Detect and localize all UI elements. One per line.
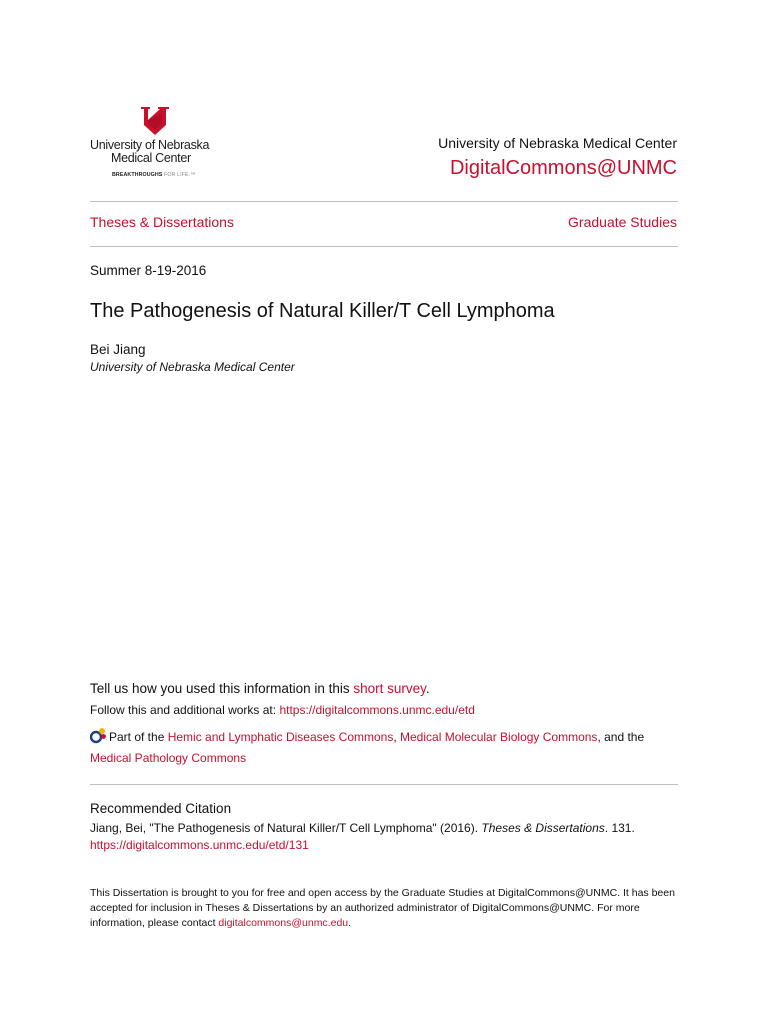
repository-link[interactable]: DigitalCommons@UNMC	[449, 157, 677, 179]
citation-body: Jiang, Bei, "The Pathogenesis of Natural Killer/T Cell Lymphoma" (2016).	[90, 821, 482, 835]
follow-prefix: Follow this and additional works at:	[90, 703, 280, 717]
divider	[90, 201, 678, 202]
logo-line-2: Medical Center	[111, 151, 191, 165]
survey-suffix: .	[425, 681, 430, 696]
notice-text: This Dissertation is brought to you for free and open access by the Graduate Studies at DigitalCommons@UNMC. It has been accepted for inclusion in Theses & Dissertations by an authorized administrator of DigitalCommons@UNMC. For more information, please contact	[90, 887, 675, 929]
collection-link[interactable]: https://digitalcommons.unmc.edu/etd	[279, 703, 475, 717]
part-of-sep: ,	[393, 730, 401, 744]
commons-link-molecular[interactable]: Medical Molecular Biology Commons	[400, 730, 598, 744]
nebraska-n-icon	[140, 106, 170, 136]
commons-link-pathology[interactable]: Medical Pathology Commons	[90, 751, 247, 765]
survey-line	[90, 681, 430, 696]
institution-name: University of Nebraska Medical Center	[438, 135, 677, 151]
part-of-prefix: Part of the	[109, 730, 168, 744]
logo-tagline-bold: BREAKTHROUGHS	[112, 172, 163, 178]
citation-series: Theses & Dissertations	[481, 821, 605, 835]
divider	[90, 246, 678, 247]
survey-prefix: Tell us how you used this information in this	[90, 681, 354, 696]
series-link[interactable]: Theses & Dissertations	[90, 214, 234, 230]
contact-email-link[interactable]: digitalcommons@unmc.edu	[218, 917, 349, 929]
survey-link[interactable]: short survey	[353, 681, 426, 696]
document-title: The Pathogenesis of Natural Killer/T Cell Lymphoma	[90, 300, 555, 322]
follow-line	[90, 703, 475, 717]
network-icon	[90, 727, 107, 744]
unmc-logo	[90, 106, 225, 182]
logo-line-1: University of Nebraska	[90, 138, 210, 152]
author-affiliation: University of Nebraska Medical Center	[90, 360, 295, 374]
logo-tagline	[112, 172, 196, 179]
commons-link-hemic[interactable]: Hemic and Lymphatic Diseases Commons	[167, 730, 394, 744]
logo-tagline-mark: ™	[190, 172, 196, 178]
notice-end: .	[348, 917, 352, 929]
part-of-sep: , and the	[597, 730, 645, 744]
divider	[90, 784, 678, 785]
logo-tagline-light: FOR LIFE.	[164, 172, 191, 178]
author-name: Bei Jiang	[90, 342, 146, 357]
citation-number: . 131.	[604, 821, 635, 835]
citation-heading: Recommended Citation	[90, 801, 232, 816]
access-notice	[90, 886, 678, 931]
citation-url[interactable]: https://digitalcommons.unmc.edu/etd/131	[90, 838, 309, 852]
citation-text	[90, 820, 678, 854]
part-of-commons	[90, 727, 678, 769]
department-link[interactable]: Graduate Studies	[568, 214, 677, 230]
publication-date: Summer 8-19-2016	[90, 263, 207, 278]
